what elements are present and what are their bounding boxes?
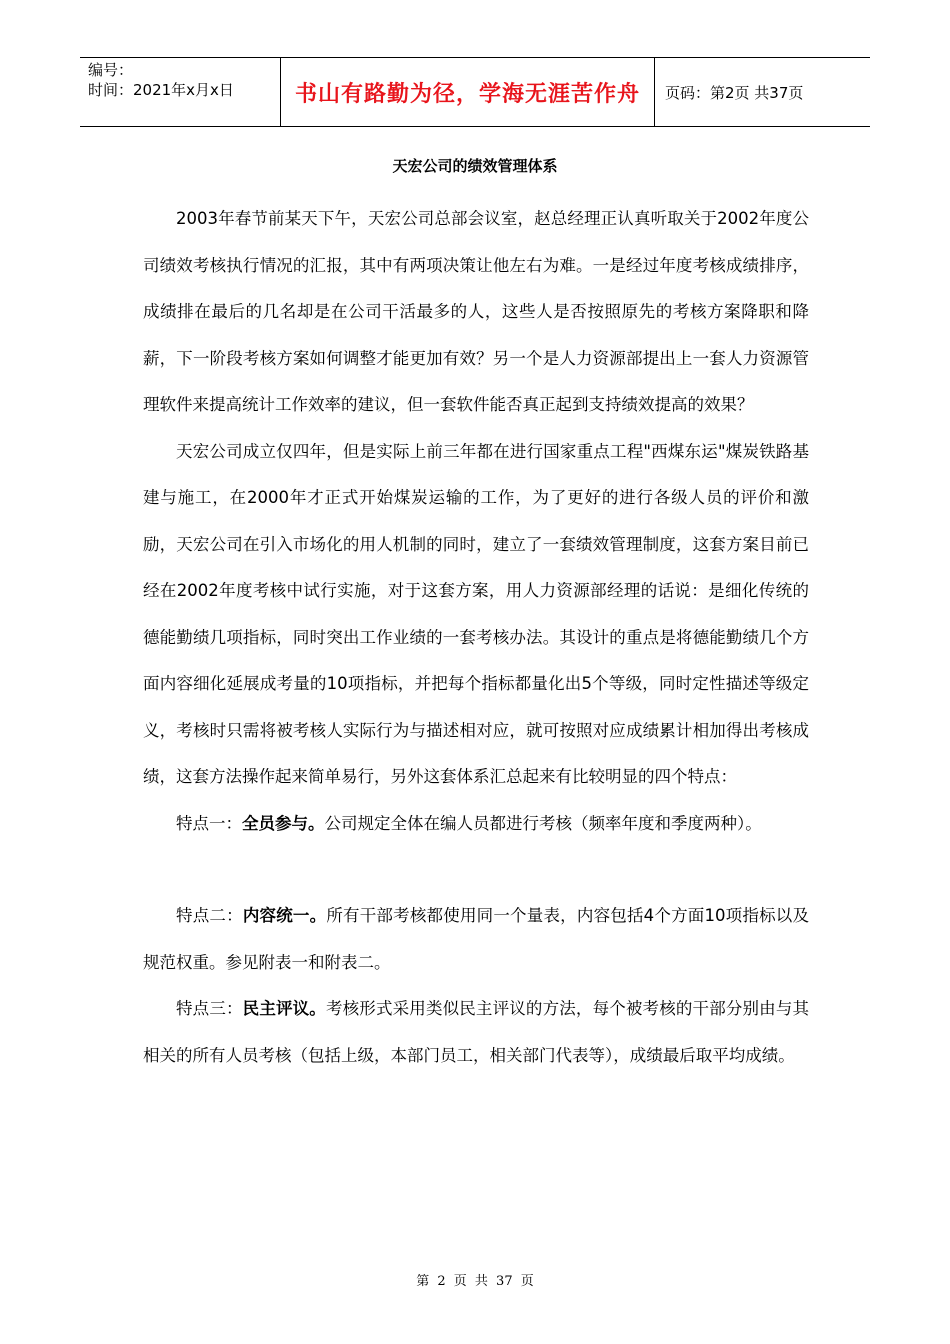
feature-text: 公司规定全体在编人员都进行考核（频率年度和季度两种）。 [324,813,762,833]
header-meta [80,58,281,126]
feature-prefix: 特点三： [176,999,243,1018]
page-header [80,57,870,127]
feature-item-3 [143,986,809,1079]
document-date: 时间：2021年x月x日 [88,81,234,99]
document-body [143,196,809,1079]
paragraph-intro: 2003年春节前某天下午，天宏公司总部会议室，赵总经理正认真听取关于2002年度公司绩效考核执行情况的汇报，其中有两项决策让他左右为难。一是经过年度考核成绩排序，成绩排在最后的几名却是在公司干活最多的人，这些人是否按照原先的考核方案降职和降薪，下一阶段考核方案如何调整才能更加有效？另一个是人力资源部提出上一套人力资源管理软件来提高统计工作效率的建议，但一套软件能否真正起到支持绩效提高的效果？ [143,209,809,414]
header-page-info: 页码：第2页 共37页 [665,83,804,102]
paragraph-background: 天宏公司成立仅四年，但是实际上前三年都在进行国家重点工程"西煤东运"煤炭铁路基建与施工，在2000年才正式开始煤炭运输的工作，为了更好的进行各级人员的评价和激励，天宏公司在引入市场化的用人机制的同时，建立了一套绩效管理制度，这套方案目前已经在2002年度考核中试行实施，对于这套方案，用人力资源部经理的话说：是细化传统的德能勤绩几项指标，同时突出工作业绩的一套考核办法。其设计的重点是将德能勤绩几个方面内容细化延展成考量的10项指标，并把每个指标都量化出5个等级，同时定性描述等级定义，考核时只需将被考核人实际行为与描述相对应，就可按照对应成绩累计相加得出考核成绩，这套方法操作起来简单易行，另外这套体系汇总起来有比较明显的四个特点： [143,441,809,786]
feature-item-1 [143,801,809,848]
page-footer: 第 2 页 共 37 页 [416,1274,534,1289]
feature-heading: 民主评议。 [242,999,326,1018]
feature-item-2 [143,893,809,986]
feature-heading: 全员参与。 [242,813,325,833]
header-motto: 书山有路勤为径，学海无涯苦作舟 [281,58,655,126]
feature-heading: 内容统一。 [242,906,327,925]
feature-prefix: 特点二： [176,906,243,925]
feature-text: 所有干部考核都使用同一个量表，内容包括4个方面10项指标以及规范权重。参见附表一和附表二。 [143,906,809,972]
feature-text: 考核形式采用类似民主评议的方法，每个被考核的干部分别由与其相关的所有人员考核（包括上级，本部门员工，相关部门代表等），成绩最后取平均成绩。 [143,999,810,1065]
document-title: 天宏公司的绩效管理体系 [392,157,558,175]
document-number-label: 编号： [88,61,134,79]
feature-prefix: 特点一： [176,813,242,833]
